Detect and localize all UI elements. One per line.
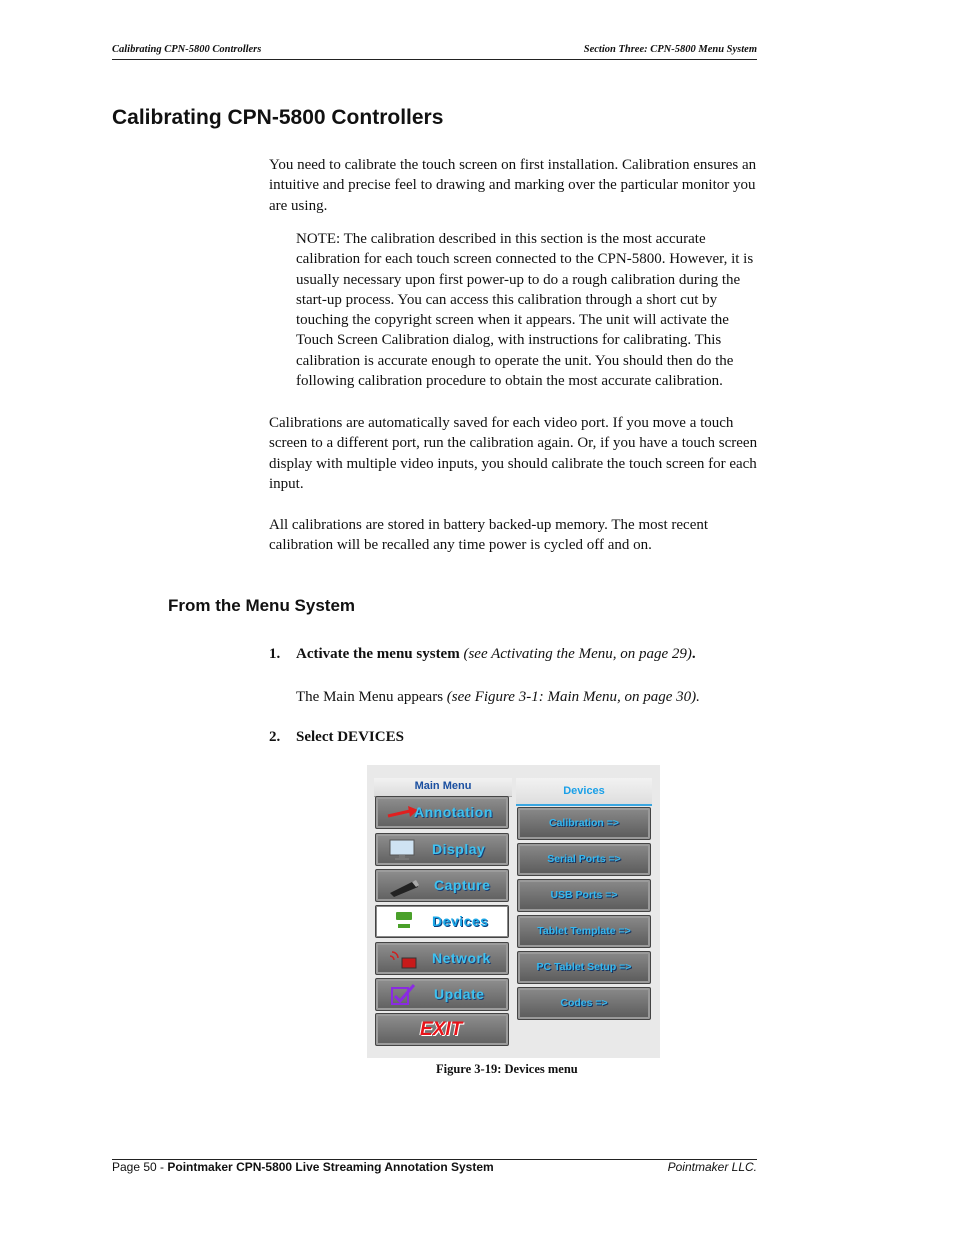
- step-1-number: 1.: [269, 646, 281, 662]
- usb-stick-icon: [386, 875, 420, 897]
- footer-page: Page 50 -: [112, 1160, 168, 1174]
- figure-caption: Figure 3-19: Devices menu: [436, 1062, 578, 1076]
- footer-product: Pointmaker CPN-5800 Live Streaming Annotation System: [167, 1160, 494, 1174]
- devices-icon: [386, 911, 420, 933]
- step-2-text: [296, 729, 404, 746]
- intro-paragraph: You need to calibrate the touch screen on first installation. Calibration ensures an intuitive and precise feel to drawing and marking over the particular monitor you are using.: [269, 157, 757, 214]
- calibration-button[interactable]: Calibration =>: [517, 807, 651, 840]
- step-1-period: .: [691, 646, 696, 662]
- devices-button[interactable]: [375, 905, 509, 938]
- page-title: Calibrating CPN-5800 Controllers: [112, 106, 444, 129]
- section-subtitle: From the Menu System: [168, 596, 356, 615]
- exit-label: EXIT: [420, 1019, 463, 1040]
- codes-button[interactable]: Codes =>: [517, 987, 651, 1020]
- running-header-left: Calibrating CPN-5800 Controllers: [112, 44, 262, 55]
- capture-label: Capture: [434, 877, 491, 893]
- devices-menu-figure: [367, 765, 660, 1058]
- network-icon: [386, 948, 420, 970]
- step-1-reference: (see Activating the Menu, on page 29): [463, 646, 692, 662]
- step-2: [269, 729, 280, 746]
- step-1: [269, 646, 280, 663]
- capture-button[interactable]: [375, 869, 509, 902]
- checkbox-icon: [386, 984, 420, 1006]
- exit-button[interactable]: [375, 1013, 509, 1046]
- network-button[interactable]: [375, 942, 509, 975]
- display-button[interactable]: [375, 833, 509, 866]
- step-2-number: 2.: [269, 729, 281, 745]
- devices-label: Devices: [432, 913, 489, 929]
- note-paragraph: NOTE: The calibration described in this section is the most accurate calibration for each touch screen connected to the CPN-5800. However, it is usually necessary upon first power-up to do a rough calibration during the start-up process. You can access this calibration through a short cut by touching the copyright screen when it appears. The unit will activate the Touch Screen Calibration dialog, with instructions for calibrating. This calibration is accurate enough to operate the unit. You should then do the following calibration procedure to obtain the most accurate calibration.: [296, 231, 754, 390]
- main-menu-title: Main Menu: [374, 778, 512, 797]
- step-1-result-reference: (see Figure 3-1: Main Menu, on page 30).: [446, 689, 700, 705]
- step-1-result: [296, 689, 700, 706]
- usb-ports-button[interactable]: USB Ports =>: [517, 879, 651, 912]
- header-rule: [112, 59, 757, 60]
- annotation-button[interactable]: [375, 796, 509, 829]
- running-header-right: Section Three: CPN-5800 Menu System: [583, 44, 757, 55]
- footer-company: Pointmaker LLC.: [667, 1160, 757, 1174]
- update-button[interactable]: [375, 978, 509, 1011]
- footer-left: [112, 1160, 494, 1174]
- monitor-icon: [386, 839, 420, 861]
- update-label: Update: [434, 986, 485, 1002]
- display-label: Display: [432, 841, 486, 857]
- tablet-template-button[interactable]: Tablet Template =>: [517, 915, 651, 948]
- ports-paragraph: Calibrations are automatically saved for each video port. If you move a touch screen to a different port, run the calibration again. Or, if you have a touch screen display with multiple video inputs, you should calibrate the touch screen for each input.: [269, 415, 758, 492]
- serial-ports-button[interactable]: Serial Ports =>: [517, 843, 651, 876]
- network-label: Network: [432, 950, 491, 966]
- step-2-action: Select DEVICES: [296, 729, 404, 745]
- devices-menu-title: Devices: [516, 778, 652, 806]
- memory-paragraph: All calibrations are stored in battery backed-up memory. The most recent calibration will be recalled any time power is cycled off and on.: [269, 517, 709, 554]
- annotation-label: Annotation: [414, 804, 493, 820]
- step-1-text: [296, 646, 696, 663]
- pc-tablet-setup-button[interactable]: PC Tablet Setup =>: [517, 951, 651, 984]
- step-1-result-text: The Main Menu appears: [296, 689, 444, 705]
- step-1-action: Activate the menu system: [296, 646, 460, 662]
